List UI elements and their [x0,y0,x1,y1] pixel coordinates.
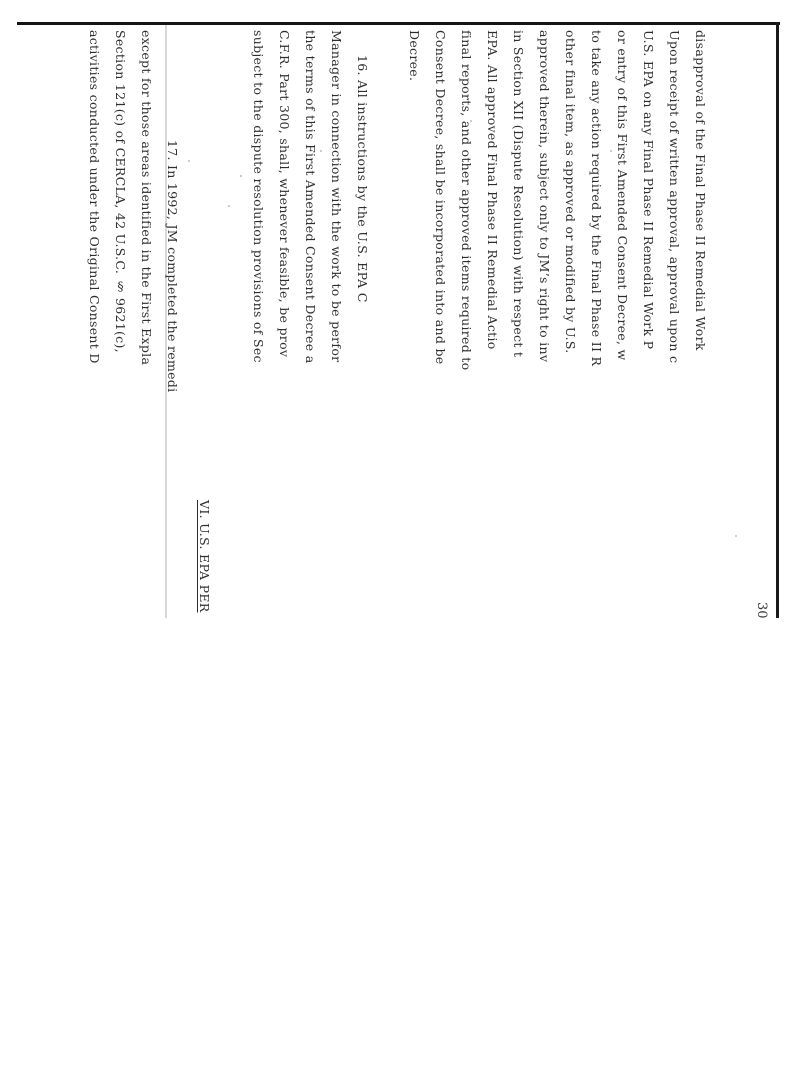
text-line: U.S. EPA on any Final Phase II Remedial Work P [641,30,656,350]
text-line: or entry of this First Amended Consent Decree, w [615,30,630,361]
text-line: EPA. All approved Final Phase II Remedial Actio [485,30,500,350]
text-line: in Section XII (Dispute Resolution) with respect t [511,30,526,358]
top-margin [0,0,800,22]
document-page [60,30,769,619]
text-line: Decree. [407,30,422,82]
text-line: the terms of this First Amended Consent Decree a [303,30,318,364]
text-line: C.F.R. Part 300, shall, whenever feasible, be prov [277,30,292,358]
text-line: except for those areas identified in the First Expla [139,30,154,366]
text-line: Upon receipt of written approval, approval upon c [667,30,682,364]
section-heading: VI. U.S. EPA PER [197,500,212,613]
page-number: 30 [754,602,769,619]
text-line: to take any action required by the Final Phase II R [589,30,604,367]
text-line: Consent Decree, shall be incorporated into and be [433,30,448,365]
paragraph-start-line: 16. All instructions by the U.S. EPA C [355,55,370,303]
text-line: final reports, and other approved items required to [459,30,474,371]
top-border-line [17,22,780,25]
text-line: Manager in connection with the work to be perfor [329,30,344,363]
text-line: Section 121(c) of CERCLA, 42 U.S.C. § 9621(c), [113,30,128,353]
text-line: activities conducted under the Original Consent D [87,30,102,364]
text-line: disapproval of the Final Phase II Remedial Work [693,30,708,351]
paragraph-start-line: 17. In 1992, JM completed the remedi [165,140,180,393]
text-line: subject to the dispute resolution provisions of Sec [251,30,266,363]
right-border-line [776,22,779,618]
text-line: approved therein, subject only to JM’s right to inv [537,30,552,363]
text-line: other final item, as approved or modified by U.S. [563,30,578,354]
